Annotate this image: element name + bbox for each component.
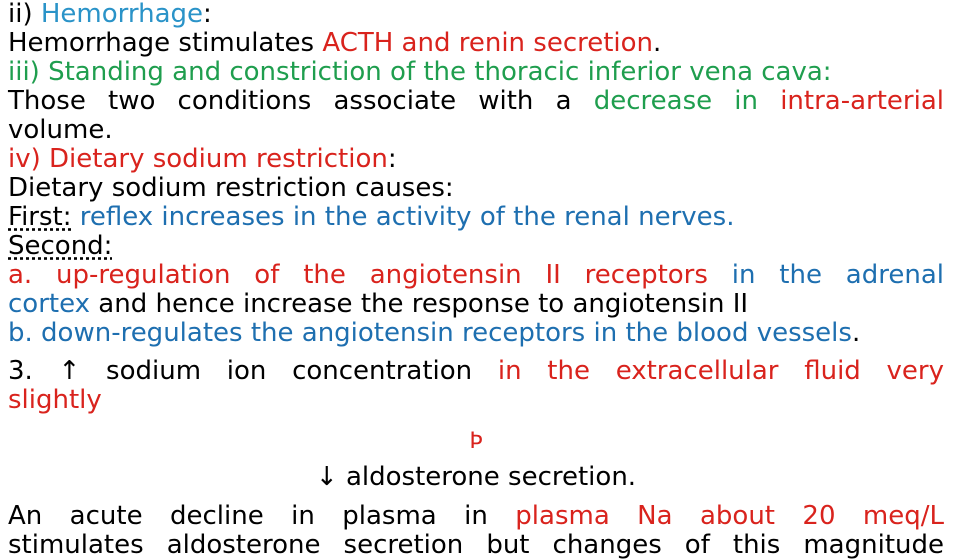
extracellular-text: in the extracellular fluid very: [497, 356, 944, 386]
line-standing-heading: iii) Standing and constriction of the thoracic inferior vena cava:: [8, 57, 832, 87]
cortex-text: cortex: [8, 289, 91, 319]
roman-numeral: ii): [8, 0, 41, 29]
line-sodium-concentration: 3. ↑ sodium ion concentration in the extracellular fluid very: [8, 356, 944, 386]
line-a-upregulation: [8, 261, 944, 290]
line-b-downregulation: b. down-regulates the angiotensin receptors in the blood vessels.: [8, 318, 861, 348]
intra-arterial-text: intra-arterial: [780, 86, 944, 116]
line-implies-symbol: [8, 426, 944, 456]
line-cutoff: stimulates aldosterone secretion but changes of this magnitude: [8, 530, 944, 560]
plasma-na-text: plasma Na about 20 meq/L: [515, 501, 944, 531]
downregulation-text: b. down-regulates the angiotensin receptors in the blood vessels: [8, 318, 852, 348]
line-aldosterone-decrease: ↓ aldosterone secretion.: [315, 462, 637, 492]
line-slightly: slightly: [8, 385, 102, 415]
line-hemorrhage-effect: Hemorrhage stimulates ACTH and renin secretion.: [8, 28, 662, 58]
line-second: [8, 232, 944, 261]
dietary-restriction-term: iv) Dietary sodium restriction: [8, 144, 388, 174]
hemorrhage-term: Hemorrhage: [40, 0, 204, 29]
first-label: First:: [8, 202, 72, 232]
line-acute-decline: An acute decline in plasma in plasma Na about 20 meq/L: [8, 501, 944, 531]
line-hemorrhage-heading: ii) Hemorrhage:: [8, 0, 212, 29]
reflex-text: reflex increases in the activity of the renal nerves.: [71, 202, 735, 232]
acth-renin-text: ACTH and renin secretion: [322, 28, 654, 58]
line-conditions-justified: Those two conditions associate with a decrease in intra-arterial: [8, 86, 944, 116]
line-cortex: cortex and hence increase the response to angiotensin II: [8, 289, 749, 319]
implies-arrow-icon: Þ: [469, 429, 483, 454]
adrenal-text: in the adrenal: [731, 260, 944, 290]
line-dietary-heading: iv) Dietary sodium restriction:: [8, 144, 397, 174]
upregulation-text: a. up-regulation of the angiotensin II receptors: [8, 260, 732, 290]
decrease-in-text: decrease in: [593, 86, 759, 116]
line-dietary-causes: Dietary sodium restriction causes:: [8, 173, 454, 203]
second-label: Second:: [8, 231, 113, 261]
line-first: [8, 203, 944, 232]
line-volume: volume.: [8, 115, 113, 145]
